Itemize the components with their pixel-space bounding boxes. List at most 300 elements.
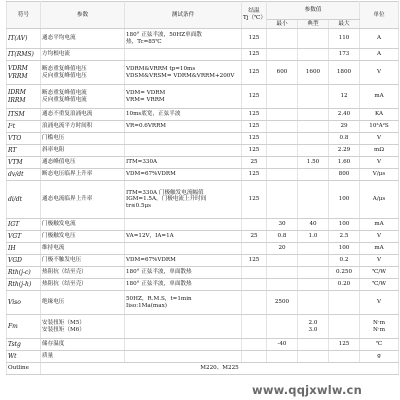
min-cell [267, 157, 298, 169]
symbol-cell [7, 291, 41, 315]
min-cell [267, 243, 298, 255]
typ-cell [298, 121, 329, 133]
parameter-cell [41, 315, 125, 339]
cell-line: 100 [338, 221, 350, 228]
min-cell [267, 121, 298, 133]
min-cell [267, 219, 298, 231]
outline-row [7, 363, 399, 375]
tj-cell: 125 [242, 61, 267, 85]
max-cell [329, 351, 360, 363]
spec-row [7, 49, 399, 61]
min-cell [267, 231, 298, 243]
cell-line: V [376, 135, 382, 142]
symbol-cell [7, 61, 41, 85]
symbol-cell [7, 279, 41, 291]
typ-cell [298, 181, 329, 219]
max-cell [329, 231, 360, 243]
symbol-text: VRRM [8, 72, 28, 80]
symbol-cell [7, 121, 41, 133]
symbol-text: IRRM [8, 96, 26, 104]
cell-line: 1.0 [308, 233, 318, 240]
cell-line: mA [374, 93, 384, 100]
condition-cell [125, 29, 242, 49]
spec-row [7, 29, 399, 49]
parameter-cell [41, 243, 125, 255]
tj-cell [242, 219, 267, 231]
max-cell [329, 29, 360, 49]
cell-line: VRM= VRRM [126, 96, 165, 103]
cell-line: V [376, 257, 382, 264]
cell-line: N·m [373, 319, 385, 326]
typ-cell [298, 243, 329, 255]
cell-line: 1.60 [337, 159, 351, 166]
cell-line: mA [374, 221, 384, 228]
typ-cell [298, 315, 329, 339]
cell-line: ℃ [375, 341, 383, 348]
min-cell [267, 109, 298, 121]
symbol-cell [7, 339, 41, 351]
cell-line: 门极触发电压 [42, 233, 76, 240]
tj-cell [242, 243, 267, 255]
cell-line: ITM=330A [126, 159, 158, 166]
cell-line: 断态重复峰值电流 [42, 89, 87, 96]
max-cell [329, 315, 360, 339]
cell-line: 3.0 [308, 326, 318, 333]
symbol-text: RT [8, 146, 17, 154]
spec-row [7, 279, 399, 291]
parameter-cell [41, 145, 125, 157]
cell-line: 质量 [42, 353, 54, 360]
cell-line: ℃/W [372, 281, 386, 288]
cell-line: 180° 正弦半波，单面散热 [126, 281, 192, 288]
min-cell [267, 169, 298, 181]
cell-line: 反向重复峰值电压 [42, 72, 87, 79]
header-parameter: 参数 [41, 2, 125, 29]
unit-cell [360, 339, 399, 351]
cell-line: 2.0 [308, 319, 318, 326]
cell-line: 1600 [305, 69, 321, 76]
cell-line: 50HZ，R.M.S，t=1min [126, 295, 192, 302]
unit-cell [360, 109, 399, 121]
symbol-text: Wt [8, 352, 17, 360]
unit-cell [360, 219, 399, 231]
cell-line: g [377, 353, 381, 360]
typ-cell [298, 219, 329, 231]
unit-cell [360, 231, 399, 243]
spec-row [7, 85, 399, 109]
typ-cell [298, 291, 329, 315]
parameter-cell [41, 61, 125, 85]
max-cell [329, 219, 360, 231]
parameter-cell [41, 255, 125, 267]
condition-cell [125, 351, 242, 363]
parameter-cell [41, 157, 125, 169]
typ-cell [298, 49, 329, 61]
cell-line: 门极触发电流 [42, 221, 76, 228]
spec-row [7, 145, 399, 157]
spec-row [7, 315, 399, 339]
symbol-cell [7, 133, 41, 145]
symbol-cell [7, 49, 41, 61]
cell-line: 浪涌电流平方时间积 [42, 123, 93, 130]
spec-row [7, 109, 399, 121]
min-cell [267, 339, 298, 351]
condition-cell [125, 219, 242, 231]
symbol-cell [7, 145, 41, 157]
unit-cell [360, 121, 399, 133]
cell-line: A/μs [372, 196, 386, 203]
spec-row [7, 243, 399, 255]
typ-cell [298, 29, 329, 49]
cell-line: 800 [338, 171, 350, 178]
unit-cell [360, 133, 399, 145]
symbol-text: VGT [8, 232, 22, 240]
min-cell [267, 181, 298, 219]
max-cell [329, 49, 360, 61]
cell-line: 热阻抗（结至壳） [42, 281, 87, 288]
spec-row [7, 351, 399, 363]
cell-line: VDM= VDRM [126, 89, 166, 96]
condition-cell [125, 291, 242, 315]
cell-line: 2.40 [337, 111, 351, 118]
cell-line: Iiso:1Ma(max) [126, 302, 167, 309]
cell-line: 180° 正弦半波，50HZ单面散 [126, 31, 202, 38]
spec-row [7, 181, 399, 219]
unit-cell [360, 61, 399, 85]
cell-line: 100 [338, 245, 350, 252]
cell-line: 门槛电压 [42, 135, 65, 142]
min-cell [267, 351, 298, 363]
cell-line: 125 [338, 341, 350, 348]
tj-cell: 125 [242, 255, 267, 267]
max-cell [329, 339, 360, 351]
max-cell [329, 85, 360, 109]
typ-cell [298, 267, 329, 279]
min-cell [267, 255, 298, 267]
parameter-cell [41, 133, 125, 145]
symbol-text: Tstg [8, 340, 21, 348]
cell-line: 10³A²S [369, 123, 389, 130]
condition-cell [125, 121, 242, 133]
symbol-cell [7, 231, 41, 243]
typ-cell [298, 351, 329, 363]
cell-line: 方均根电流 [42, 51, 70, 58]
max-cell [329, 145, 360, 157]
cell-line: N·m [373, 326, 385, 333]
cell-line: V [376, 159, 382, 166]
parameter-cell [41, 339, 125, 351]
parameter-cell [41, 219, 125, 231]
cell-line: mΩ [374, 147, 384, 154]
cell-line: 0.20 [337, 281, 351, 288]
symbol-cell [7, 219, 41, 231]
unit-cell [360, 279, 399, 291]
min-cell [267, 133, 298, 145]
tj-cell: 125 [242, 121, 267, 133]
cell-line: 通态不重复浪涌电流 [42, 111, 93, 118]
condition-cell [125, 181, 242, 219]
typ-cell [298, 133, 329, 145]
symbol-text: IGT [8, 220, 20, 228]
tj-cell [242, 267, 267, 279]
cell-line: 100 [338, 196, 350, 203]
tj-cell: 125 [242, 133, 267, 145]
watermark: www.qqjxwlw.cn [252, 383, 362, 397]
symbol-text: IT(RMS) [8, 50, 34, 58]
symbol-cell [7, 267, 41, 279]
min-cell [267, 61, 298, 85]
tj-cell: 125 [242, 85, 267, 109]
condition-cell [125, 61, 242, 85]
unit-cell [360, 291, 399, 315]
min-cell [267, 49, 298, 61]
cell-line: A [376, 35, 382, 42]
cell-line: 通态电流临界上升率 [42, 196, 93, 203]
symbol-cell [7, 243, 41, 255]
tj-cell: 125 [242, 29, 267, 49]
max-cell [329, 267, 360, 279]
parameter-cell [41, 109, 125, 121]
cell-line: VA=12V，IA=1A [126, 233, 174, 240]
cell-line: ITM=330A 门极触发电流幅值 [126, 189, 204, 196]
typ-cell [298, 157, 329, 169]
spec-row [7, 61, 399, 85]
symbol-text: ITSM [8, 110, 25, 118]
spec-row [7, 255, 399, 267]
symbol-text: IDRM [8, 89, 26, 97]
cell-line: IGM=1.5A，门极电流上升时间 [126, 196, 207, 203]
condition-cell [125, 267, 242, 279]
cell-line: 通态平均电流 [42, 35, 76, 42]
thyristor-spec-table [6, 1, 399, 375]
cell-line: 2500 [274, 299, 290, 306]
max-cell [329, 61, 360, 85]
header-min: 最小 [267, 20, 298, 29]
cell-line: 1.50 [306, 159, 320, 166]
condition-cell [125, 243, 242, 255]
symbol-text: Viso [8, 298, 21, 306]
max-cell [329, 133, 360, 145]
min-cell [267, 267, 298, 279]
condition-cell [125, 169, 242, 181]
max-cell [329, 157, 360, 169]
spec-row [7, 169, 399, 181]
typ-cell [298, 169, 329, 181]
cell-line: ℃/W [372, 269, 386, 276]
cell-line: 10ms底宽，正弦半波 [126, 111, 181, 118]
symbol-text: VTM [8, 158, 23, 166]
cell-line: 29 [340, 123, 348, 130]
symbol-text: VGD [8, 256, 22, 264]
cell-line: 热阻抗（结至壳） [42, 269, 87, 276]
tj-cell [242, 279, 267, 291]
symbol-cell [7, 157, 41, 169]
cell-line: V [376, 299, 382, 306]
unit-cell [360, 157, 399, 169]
symbol-cell [7, 181, 41, 219]
cell-line: 2.5 [339, 233, 349, 240]
min-cell [267, 85, 298, 109]
parameter-cell [41, 291, 125, 315]
unit-cell [360, 315, 399, 339]
tj-cell: 125 [242, 145, 267, 157]
header-symbol: 符号 [7, 2, 41, 29]
unit-cell [360, 145, 399, 157]
symbol-cell [7, 315, 41, 339]
unit-cell [360, 29, 399, 49]
cell-line: 180° 正弦半波，单面散热 [126, 269, 192, 276]
condition-cell [125, 133, 242, 145]
cell-line: 储存温度 [42, 341, 65, 348]
spec-row [7, 291, 399, 315]
cell-line: 断态电压临界上升率 [42, 171, 93, 178]
tj-cell: 125 [242, 169, 267, 181]
cell-line: 安装扭矩（M5） [42, 319, 85, 326]
cell-line: mA [374, 245, 384, 252]
spec-row [7, 133, 399, 145]
condition-cell [125, 231, 242, 243]
spec-sheet [6, 1, 399, 375]
tj-cell: 125 [242, 109, 267, 121]
cell-line: 30 [278, 221, 286, 228]
cell-line: 173 [338, 51, 350, 58]
cell-line: 断态重复峰值电压 [42, 65, 87, 72]
parameter-cell [41, 121, 125, 133]
symbol-text: IH [8, 244, 16, 252]
header-max: 最大 [329, 20, 360, 29]
cell-line: 门极不触发电压 [42, 257, 82, 264]
spec-row [7, 267, 399, 279]
cell-line: 110 [338, 35, 350, 42]
cell-line: 1800 [336, 69, 352, 76]
cell-line: A [376, 51, 382, 58]
unit-cell [360, 243, 399, 255]
header-typ: 典型 [298, 20, 329, 29]
min-cell [267, 279, 298, 291]
min-cell [267, 145, 298, 157]
unit-cell [360, 169, 399, 181]
unit-cell [360, 181, 399, 219]
cell-line: 20 [278, 245, 286, 252]
cell-line: VDM=67%VDRM [126, 171, 176, 178]
typ-cell [298, 61, 329, 85]
tj-cell: 25 [242, 157, 267, 169]
unit-cell [360, 85, 399, 109]
cell-line: 0.8 [277, 233, 287, 240]
cell-line: 12 [340, 93, 348, 100]
typ-cell [298, 145, 329, 157]
symbol-text: IT(AV) [8, 34, 28, 42]
spec-row [7, 219, 399, 231]
typ-cell [298, 231, 329, 243]
symbol-text: Rth(j-h) [8, 280, 32, 288]
unit-cell [360, 255, 399, 267]
max-cell [329, 109, 360, 121]
min-cell [267, 291, 298, 315]
symbol-cell [7, 29, 41, 49]
condition-cell [125, 49, 242, 61]
cell-line: 安装扭矩（M6） [42, 326, 85, 333]
header-conditions: 测试条件 [125, 2, 242, 29]
parameter-cell [41, 181, 125, 219]
cell-line: 斜率电阻 [42, 147, 65, 154]
cell-line: 2.29 [337, 147, 351, 154]
cell-line: 0.8 [339, 135, 349, 142]
parameter-cell [41, 231, 125, 243]
symbol-text: Fm [8, 322, 18, 330]
symbol-text: VTO [8, 134, 22, 142]
cell-line: VDM=67%VDRM [126, 257, 176, 264]
max-cell [329, 243, 360, 255]
condition-cell [125, 145, 242, 157]
parameter-cell [41, 267, 125, 279]
symbol-cell [7, 85, 41, 109]
cell-line: 40 [309, 221, 317, 228]
cell-line: 600 [276, 69, 288, 76]
cell-line: 0.250 [336, 269, 353, 276]
condition-cell [125, 339, 242, 351]
condition-cell [125, 279, 242, 291]
max-cell [329, 181, 360, 219]
unit-cell [360, 49, 399, 61]
tj-cell [242, 291, 267, 315]
cell-line: 绝缘电压 [42, 299, 65, 306]
spec-row [7, 121, 399, 133]
condition-cell [125, 85, 242, 109]
symbol-cell [7, 351, 41, 363]
tj-cell: 25 [242, 231, 267, 243]
typ-cell [298, 109, 329, 121]
unit-cell [360, 351, 399, 363]
symbol-text: I²t [8, 122, 16, 130]
min-cell [267, 315, 298, 339]
tj-cell [242, 351, 267, 363]
parameter-cell [41, 279, 125, 291]
cell-line: V/μs [372, 171, 386, 178]
typ-cell [298, 85, 329, 109]
tj-cell [242, 315, 267, 339]
max-cell [329, 291, 360, 315]
condition-cell [125, 315, 242, 339]
symbol-cell [7, 169, 41, 181]
spec-row [7, 157, 399, 169]
symbol-cell [7, 255, 41, 267]
max-cell [329, 279, 360, 291]
parameter-cell [41, 49, 125, 61]
outline-label: Outline [7, 363, 41, 375]
cell-line: -40 [277, 341, 287, 348]
typ-cell [298, 279, 329, 291]
unit-cell [360, 267, 399, 279]
max-cell [329, 255, 360, 267]
cell-line: VR=0.6VRRM [126, 123, 167, 130]
cell-line: KA [375, 111, 384, 118]
symbol-cell [7, 109, 41, 121]
tj-cell [242, 339, 267, 351]
typ-cell [298, 339, 329, 351]
spec-row [7, 231, 399, 243]
header-unit: 单位 [360, 2, 399, 29]
parameter-cell [41, 85, 125, 109]
typ-cell [298, 255, 329, 267]
parameter-cell [41, 351, 125, 363]
max-cell [329, 169, 360, 181]
symbol-text: dv/dt [8, 170, 24, 178]
symbol-text: Rth(j-c) [8, 268, 31, 276]
tj-cell: 125 [242, 181, 267, 219]
max-cell [329, 121, 360, 133]
cell-line: V [376, 69, 382, 76]
